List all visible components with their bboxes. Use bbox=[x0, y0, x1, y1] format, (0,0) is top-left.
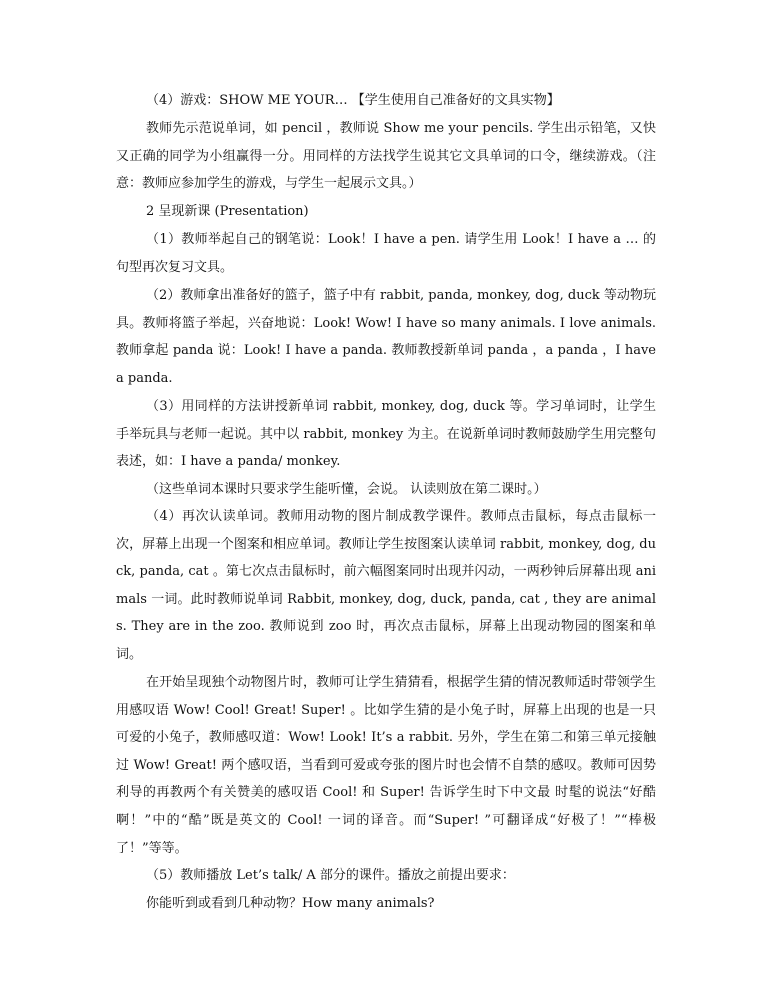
paragraph-question: 你能听到或看到几种动物？How many animals? bbox=[146, 896, 435, 911]
paragraph-guessing: 在开始呈现独个动物图片时，教师可让学生猜猜看，根据学生猜的情况教师适时带领学生用感叹语 Wow! Cool! Great! Super! 。比如学生猜的是小兔子时，屏幕上出现的也是一只可爱的小兔子，教师感叹道：Wow! Look! It’s a rabbit. 另外，学生在第二和第三单元接触过 Wow! Great! 两个感叹语，当看到可爱或夸张的图片时也会情不自禁的感叹。教师可因势利导的再教两个有关赞美的感叹语 Cool! 和 Super! 告诉学生时下中文最 时髦的说法“好酷啊！”中的“酷”既是英文的 Cool! 一词的译音。而“Super! ”可翻译成“好极了！”“棒极了！”等等。 bbox=[116, 675, 656, 856]
paragraph-step-3: （3）用同样的方法讲授新单词 rabbit, monkey, dog, duck 等。学习单词时，让学生手举玩具与老师一起说。其中以 rabbit, monkey 为主。在说新单词时教师鼓励学生用完整句表述，如：I have a panda/ monkey. bbox=[116, 399, 656, 470]
paragraph-note: （这些单词本课时只要求学生能听懂，会说。 认读则放在第二课时。） bbox=[146, 482, 547, 497]
paragraph-step-1: （1）教师举起自己的钢笔说：Look！I have a pen. 请学生用 Look！I have a … 的句型再次复习文具。 bbox=[116, 232, 656, 275]
paragraph-step-2: （2）教师拿出准备好的篮子，篮子中有 rabbit, panda, monkey, dog, duck 等动物玩具。教师将篮子举起，兴奋地说：Look! Wow! I have so many animals. I love animals. 教师拿起 panda 说：Look! I have a panda. 教师教授新单词 panda ，a panda ，I have a panda. bbox=[116, 288, 656, 386]
paragraph-step-4: （4）再次认读单词。教师用动物的图片制成教学课件。教师点击鼠标，每点击鼠标一次，屏幕上出现一个图案和相应单词。教师让学生按图案认读单词 rabbit, monkey, dog, duck, panda, cat 。第七次点击鼠标时，前六幅图案同时出现并闪动，一两秒钟后屏幕出现 animals 一词。此时教师说单词 Rabbit, monkey, dog, duck, panda, cat , they are animals. They are in the zoo. 教师说到 zoo 时，再次点击鼠标，屏幕上出现动物园的图案和单词。 bbox=[116, 509, 656, 662]
paragraph-game: （4）游戏：SHOW ME YOUR… 【学生使用自己准备好的文具实物】 bbox=[146, 93, 560, 108]
section-heading-presentation: 2 呈现新课 (Presentation) bbox=[146, 204, 309, 219]
paragraph-step-5: （5）教师播放 Let’s talk/ A 部分的课件。播放之前提出要求： bbox=[146, 868, 515, 883]
paragraph-teacher-demo: 教师先示范说单词，如 pencil ，教师说 Show me your pencils. 学生出示铅笔，又快又正确的同学为小组赢得一分。用同样的方法找学生说其它文具单词的口令，继续游戏。（注意：教师应参加学生的游戏，与学生一起展示文具。） bbox=[116, 121, 656, 192]
